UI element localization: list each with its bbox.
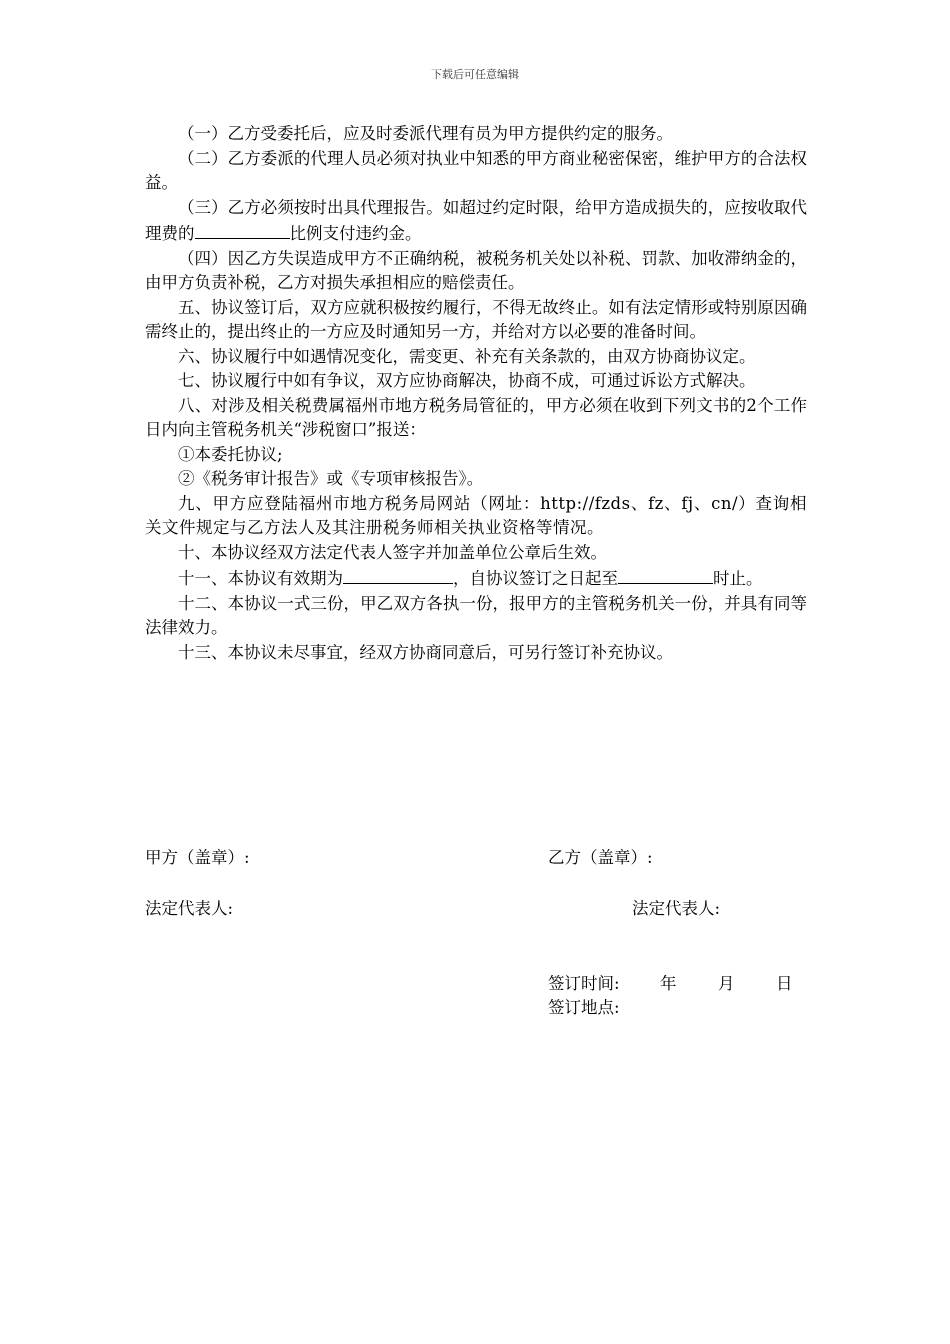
- clause-1: （一）乙方受委托后，应及时委派代理有员为甲方提供约定的服务。: [178, 124, 673, 143]
- clause-5: 五、协议签订后，双方应就积极按约履行，不得无故终止。如有法定情形或特别原因确需终止的，提出终止的一方应及时通知另一方，并给对方以必要的准备时间。: [145, 297, 807, 341]
- clause-13: 十三、本协议未尽事宜，经双方协商同意后，可另行签订补充协议。: [178, 642, 673, 662]
- clause-4: （四）因乙方失误造成甲方不正确纳税，被税务机关处以补税、罚款、加收滞纳金的，由甲方负责补税，乙方对损失承担相应的赔偿责任。: [145, 248, 807, 292]
- party-b-representative-label: 法定代表人:: [632, 899, 721, 918]
- clause-9: 九、甲方应登陆福州市地方税务局网站（网址：http://fzds、fz、fj、cn/）查询相关文件规定与乙方法人及其注册税务师相关执业资格等情况。: [145, 493, 807, 537]
- clause-2: （二）乙方委派的代理人员必须对执业中知悉的甲方商业秘密保密，维护甲方的合法权益。: [145, 148, 807, 192]
- signing-time-label: 签订时间:: [548, 974, 620, 993]
- clause-11-text-after: 时止。: [713, 569, 763, 588]
- clause-3-text-before: （三）乙方必须按时出具代理报告。如超过约定时限，给甲方造成损失的，应按收取代理费的: [145, 197, 807, 243]
- penalty-ratio-blank: [195, 220, 290, 239]
- clause-8-item-1: ①本委托协议;: [178, 444, 283, 464]
- clause-3-text-after: 比例支付违约金。: [289, 224, 422, 243]
- clause-11-text-before: 十一、本协议有效期为: [178, 569, 343, 588]
- clause-3: [145, 196, 807, 247]
- clause-11: [145, 565, 807, 592]
- month-label: 月: [718, 974, 735, 993]
- year-label: 年: [660, 974, 677, 993]
- signing-date-row: [548, 972, 793, 996]
- day-label: 日: [776, 974, 793, 993]
- clause-6: 六、协议履行中如遇情况变化，需变更、补充有关条款的，由双方协商协议定。: [178, 346, 756, 366]
- party-b-seal-label: 乙方（盖章）:: [548, 848, 653, 867]
- end-date-blank: [618, 565, 713, 584]
- clause-12: 十二、本协议一式三份，甲乙双方各执一份，报甲方的主管税务机关一份，并具有同等法律效力。: [145, 593, 807, 637]
- party-a-seal-label: 甲方（盖章）:: [145, 848, 250, 867]
- party-a-representative-label: 法定代表人:: [145, 899, 234, 918]
- signing-place-label: 签订地点:: [548, 998, 620, 1017]
- page-header: 下载后可任意编辑: [431, 68, 519, 81]
- clause-11-text-middle: ，自协议签订之日起至: [453, 569, 618, 588]
- clause-8: 八、对涉及相关税费属福州市地方税务局管征的，甲方必须在收到下列文书的2个工作日内向主管税务机关“涉税窗口”报送：: [145, 395, 807, 439]
- clause-7: 七、协议履行中如有争议，双方应协商解决，协商不成，可通过诉讼方式解决。: [178, 371, 756, 390]
- validity-period-blank: [343, 565, 453, 584]
- agreement-body: [145, 122, 807, 665]
- clause-8-item-2: ②《税务审计报告》或《专项审核报告》。: [178, 469, 484, 488]
- clause-10: 十、本协议经双方法定代表人签字并加盖单位公章后生效。: [178, 542, 607, 562]
